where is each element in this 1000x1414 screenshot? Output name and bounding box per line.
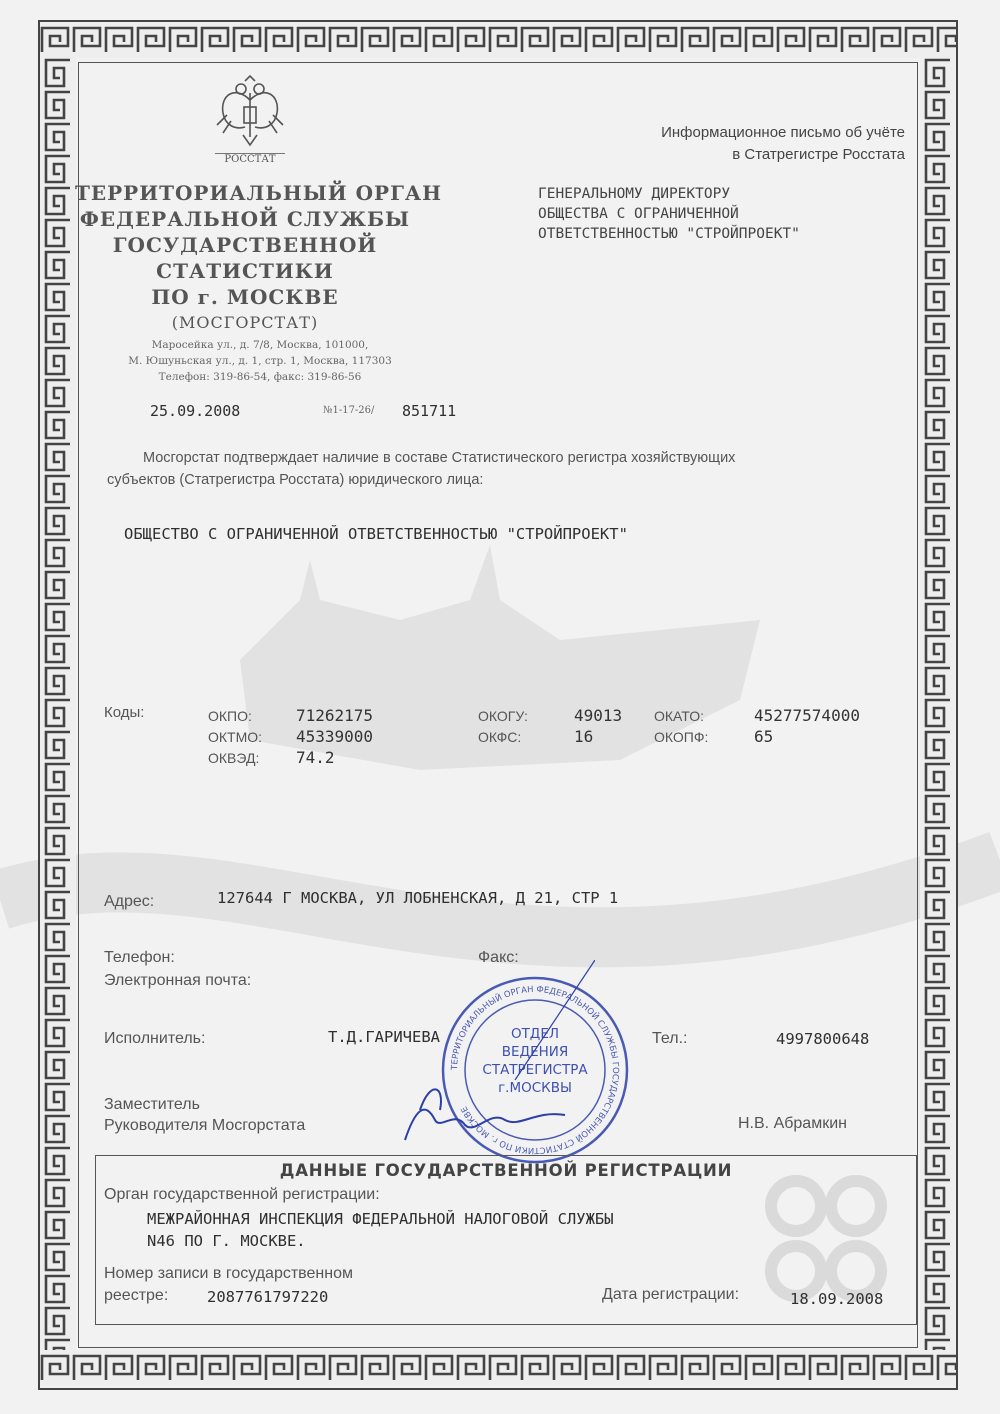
company-name: ОБЩЕСТВО С ОГРАНИЧЕННОЙ ОТВЕТСТВЕННОСТЬЮ "СТРОЙПРОЕКТ" xyxy=(124,525,628,543)
tel-value: 4997800648 xyxy=(776,1030,870,1048)
signature xyxy=(395,960,595,1150)
registration-date: 18.09.2008 xyxy=(790,1290,884,1308)
record-label-line1: Номер записи в государственном xyxy=(104,1265,353,1282)
registration-authority xyxy=(147,1208,614,1252)
codes-label: Коды: xyxy=(104,704,145,721)
recipient-block xyxy=(538,184,800,244)
border-top xyxy=(40,22,956,58)
okopf-label: ОКОПФ: xyxy=(654,729,709,745)
issuer-address-line3: Телефон: 319-86-54, факс: 319-86-56 xyxy=(158,371,362,383)
deputy-title xyxy=(104,1094,305,1136)
record-number: 2087761797220 xyxy=(207,1288,329,1306)
okopf-value: 65 xyxy=(754,727,774,746)
emblem xyxy=(205,75,295,165)
oktmo-value: 45339000 xyxy=(296,727,374,746)
letter-type xyxy=(661,122,905,166)
border-bottom xyxy=(40,1350,956,1386)
registration-title: ДАННЫЕ ГОСУДАРСТВЕННОЙ РЕГИСТРАЦИИ xyxy=(279,1161,733,1180)
intro-line2: субъектов (Статрегистра Росстата) юридического лица: xyxy=(107,472,484,488)
okfs-label: ОКФС: xyxy=(478,729,522,745)
letter-date: 25.09.2008 xyxy=(150,402,241,420)
issuer-line1: ТЕРРИТОРИАЛЬНЫЙ ОРГАН xyxy=(75,181,443,205)
issuer-line6: (МОСГОРСТАТ) xyxy=(171,313,319,332)
issuer-line4: СТАТИСТИКИ xyxy=(156,259,334,283)
okpo-value: 71262175 xyxy=(296,706,374,725)
recipient-line1: ГЕНЕРАЛЬНОМУ ДИРЕКТОРУ xyxy=(538,186,731,202)
fax-label: Факс: xyxy=(478,949,519,966)
stamp-line3: СТАТРЕГИСТРА xyxy=(482,1062,588,1078)
letter-number: 851711 xyxy=(402,402,457,420)
record-label-line2: реестре: xyxy=(104,1287,169,1304)
okogu-value: 49013 xyxy=(574,706,623,725)
border-right xyxy=(920,58,956,1350)
phone-label: Телефон: xyxy=(104,949,175,966)
issuer-line5: ПО г. МОСКВЕ xyxy=(151,285,339,309)
stamp-line2: ВЕДЕНИЯ xyxy=(501,1044,569,1060)
okfs-value: 16 xyxy=(574,727,594,746)
oktmo-label: ОКТМО: xyxy=(208,729,263,745)
address-label: Адрес: xyxy=(104,893,155,910)
okved-label: ОКВЭД: xyxy=(208,750,260,766)
okato-label: ОКАТО: xyxy=(654,708,704,724)
deputy-line2: Руководителя Мосгорстата xyxy=(104,1117,306,1134)
letter-type-line2: в Статрегистре Росстата xyxy=(732,146,905,163)
recipient-line3: ОТВЕТСТВЕННОСТЬЮ "СТРОЙПРОЕКТ" xyxy=(538,226,800,242)
emblem-caption: РОССТАТ xyxy=(215,153,285,165)
deputy-line1: Заместитель xyxy=(104,1096,200,1113)
stamp-line1: ОТДЕЛ xyxy=(510,1026,560,1042)
address-value: 127644 Г МОСКВА, УЛ ЛОБНЕНСКАЯ, Д 21, СТР 1 xyxy=(217,889,619,907)
stamp-ring-text: ТЕРРИТОРИАЛЬНЫЙ ОРГАН ФЕДЕРАЛЬНОЙ СЛУЖБЫ ГОСУДАРСТВЕННОЙ СТАТИСТИКИ ПО г. МОСКВЕ xyxy=(449,984,621,1156)
letter-number-prefix: №1-17-26/ xyxy=(323,405,375,416)
issuer-address-line2: М. Юшуньская ул., д. 1, стр. 1, Москва, 117303 xyxy=(128,355,392,367)
executor-value: Т.Д.ГАРИЧЕВА xyxy=(328,1028,440,1046)
issuer-block xyxy=(75,180,443,336)
double-headed-eagle-icon xyxy=(205,75,295,155)
recipient-line2: ОБЩЕСТВА С ОГРАНИЧЕННОЙ xyxy=(538,206,739,222)
issuer-address-line1: Маросейка ул., д. 7/8, Москва, 101000, xyxy=(151,339,369,351)
registration-authority-label: Орган государственной регистрации: xyxy=(104,1186,380,1203)
registration-authority-line1: МЕЖРАЙОННАЯ ИНСПЕКЦИЯ ФЕДЕРАЛЬНОЙ НАЛОГОВОЙ СЛУЖБЫ xyxy=(147,1210,614,1228)
tel-label: Тел.: xyxy=(652,1030,688,1047)
stamp-line4: г.МОСКВЫ xyxy=(498,1080,572,1096)
okpo-label: ОКПО: xyxy=(208,708,252,724)
border-left xyxy=(40,58,76,1350)
registration-authority-line2: N46 ПО Г. МОСКВЕ. xyxy=(147,1232,306,1250)
letter-type-line1: Информационное письмо об учёте xyxy=(661,124,905,141)
okato-value: 45277574000 xyxy=(754,706,860,725)
issuer-address xyxy=(95,337,425,385)
executor-label: Исполнитель: xyxy=(104,1030,206,1047)
issuer-line3: ГОСУДАРСТВЕННОЙ xyxy=(112,233,378,257)
issuer-line2: ФЕДЕРАЛЬНОЙ СЛУЖБЫ xyxy=(79,207,411,231)
deputy-name: Н.В. Абрамкин xyxy=(738,1115,847,1132)
registration-date-label: Дата регистрации: xyxy=(602,1286,740,1303)
intro-line1: Мосгорстат подтверждает наличие в составе Статистического регистра хозяйствующих xyxy=(143,450,736,466)
email-label: Электронная почта: xyxy=(104,972,252,989)
okogu-label: ОКОГУ: xyxy=(478,708,528,724)
intro-text xyxy=(107,447,735,491)
okved-value: 74.2 xyxy=(296,748,335,767)
